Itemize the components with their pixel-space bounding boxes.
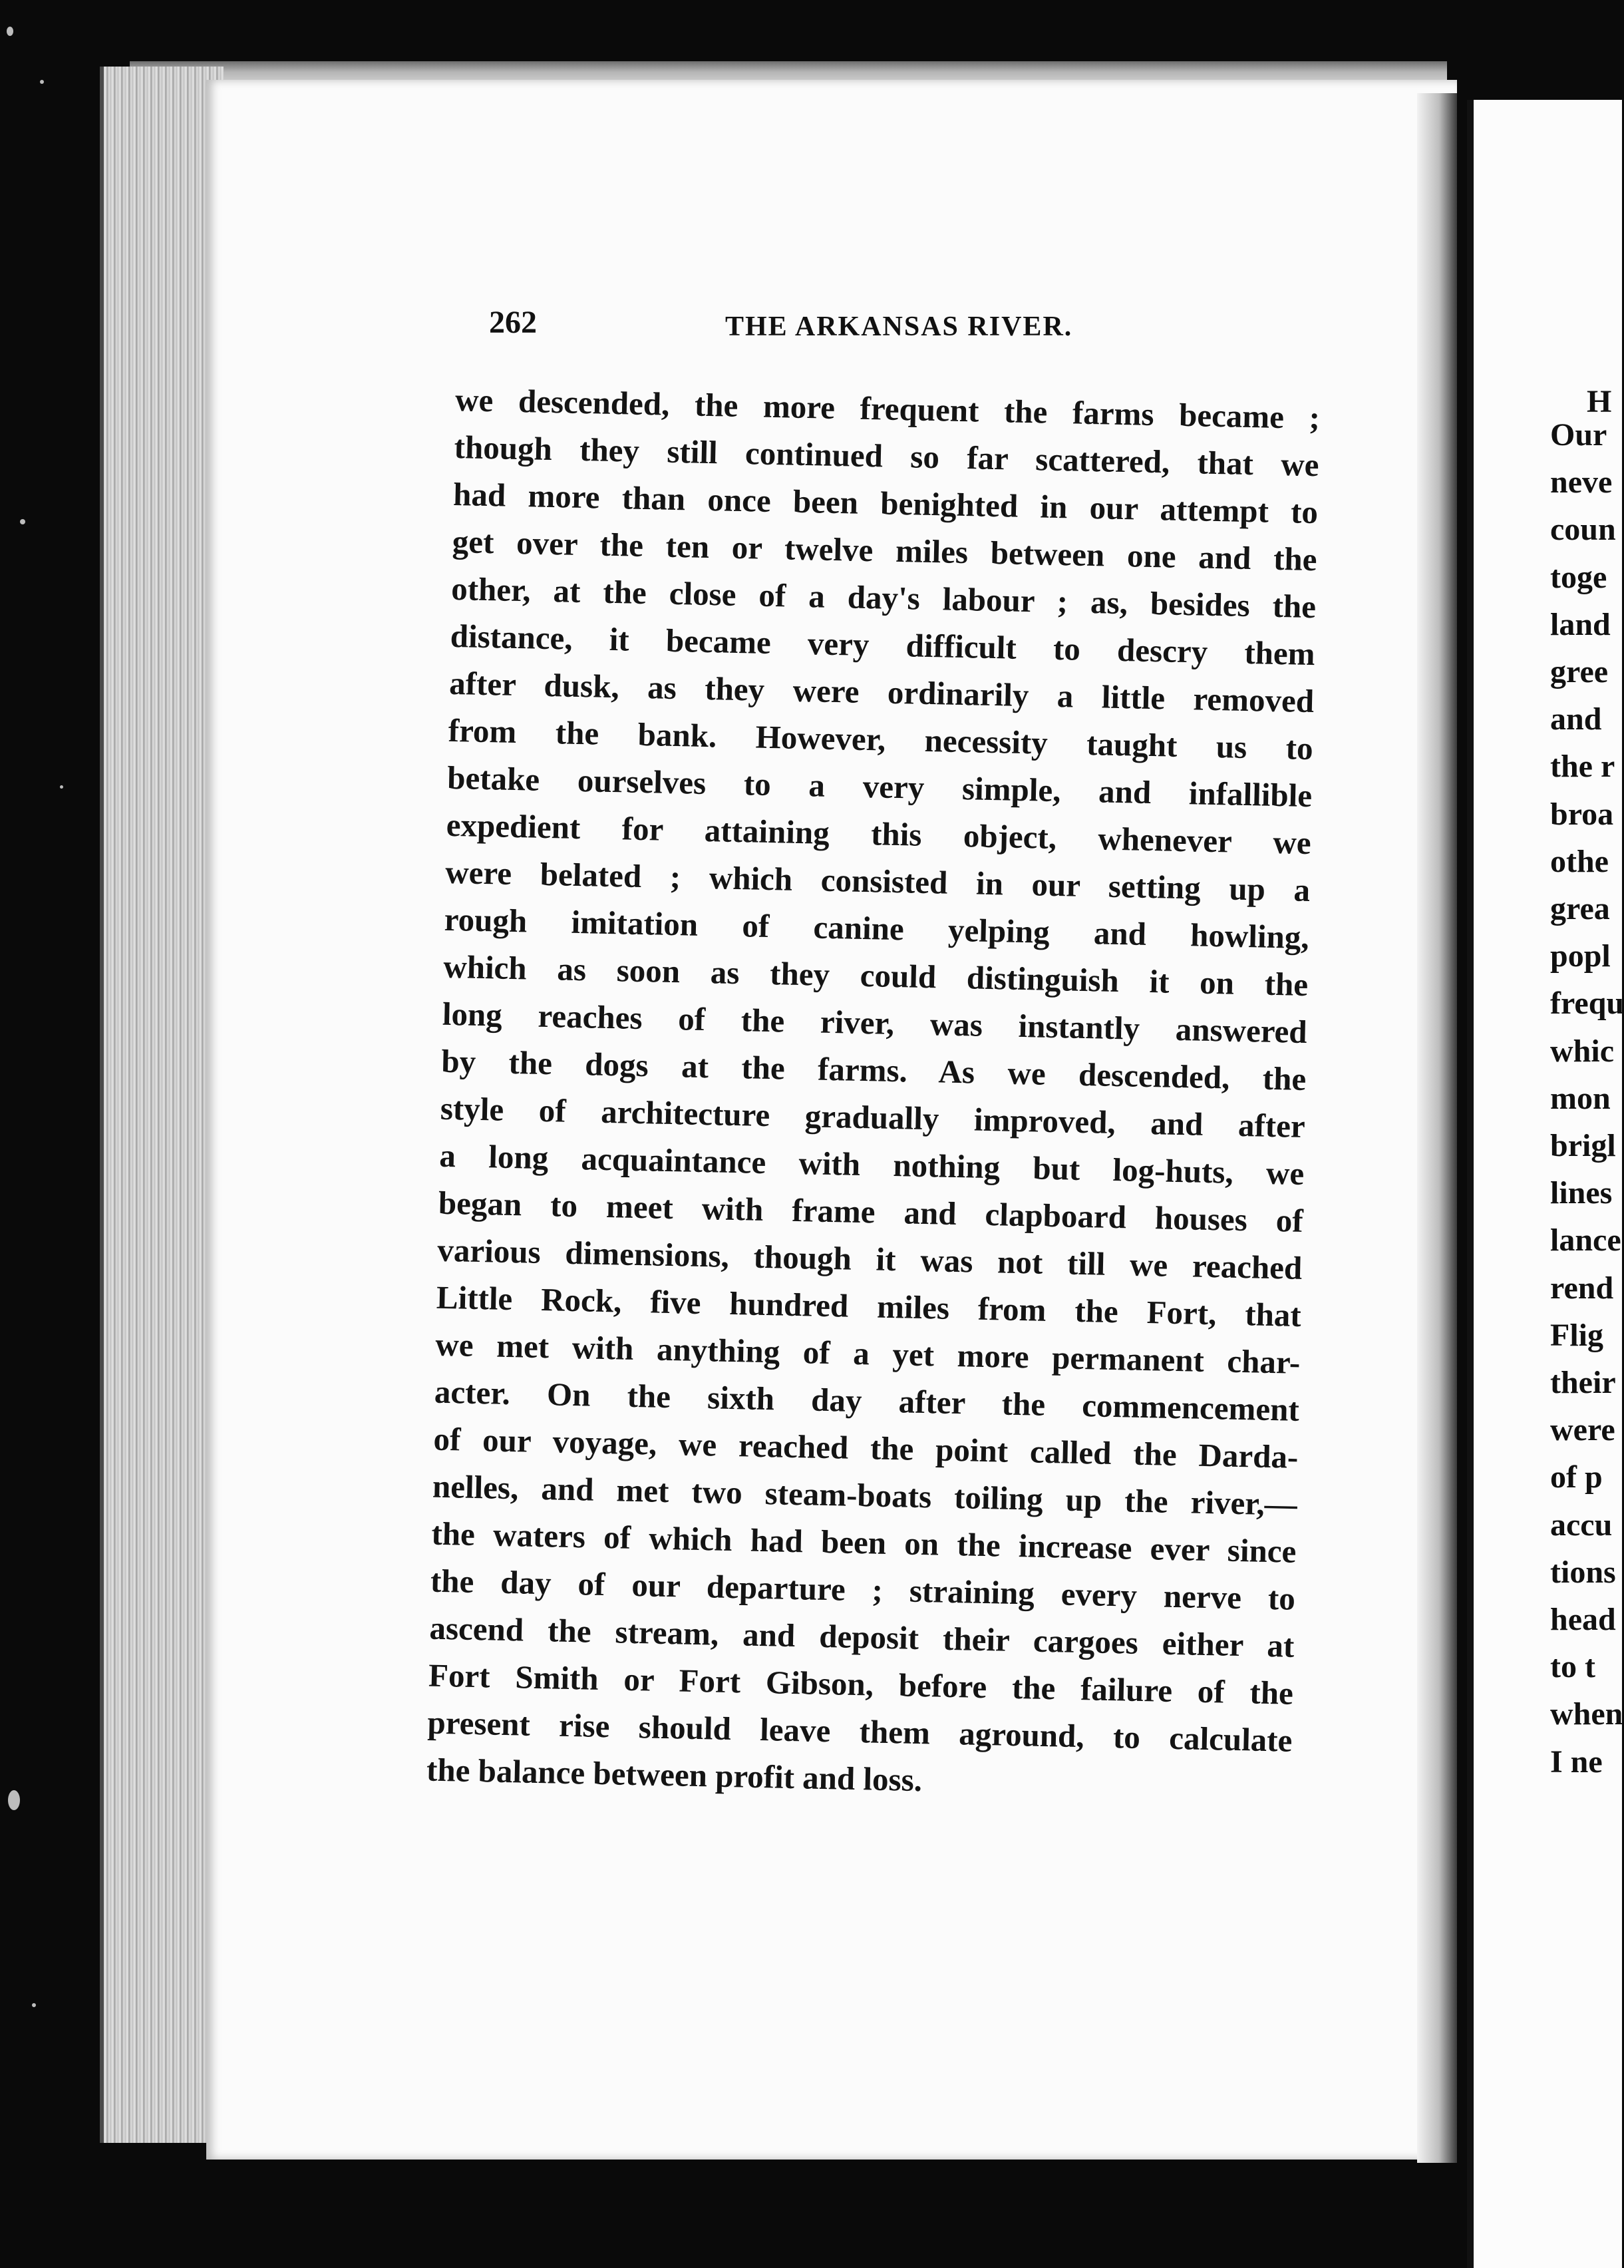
text-line: long reaches of the river, was instantly answered	[442, 995, 1308, 1051]
right-page-line-fragment: broa	[1550, 796, 1614, 832]
text-line: betake ourselves to a very simple, and infallible	[446, 759, 1313, 815]
scan-speck	[20, 519, 25, 524]
right-page-line-fragment: whic	[1550, 1033, 1614, 1069]
right-page-line-fragment: neve	[1550, 465, 1613, 500]
running-head-title: THE ARKANSAS RIVER.	[725, 311, 1073, 342]
right-page-line-fragment: brigl	[1550, 1128, 1616, 1163]
right-page-line-fragment: to t	[1550, 1649, 1595, 1685]
text-line: other, at the close of a day's labour ; as, besides the	[450, 570, 1317, 626]
text-line: of our voyage, we reached the point called the Darda-	[432, 1420, 1299, 1475]
text-line: we met with anything of a yet more permanent char-	[434, 1326, 1301, 1381]
text-line: by the dogs at the farms. As we descended, the	[440, 1042, 1307, 1097]
book-gutter	[1417, 93, 1457, 2163]
right-page-line-fragment: rend	[1550, 1270, 1614, 1306]
right-page-line-fragment: Flig	[1550, 1317, 1603, 1353]
page-number: 262	[489, 305, 537, 340]
text-line: Fort Smith or Fort Gibson, before the failure of the	[428, 1656, 1294, 1712]
text-line: though they still continued so far scattered, that we	[454, 428, 1320, 484]
scan-speck	[40, 80, 44, 84]
right-page-line-fragment: H	[1587, 384, 1612, 419]
right-page-line-fragment: when	[1550, 1696, 1623, 1732]
text-line: get over the ten or twelve miles between one and the	[452, 522, 1318, 578]
text-line: were belated ; which consisted in our setting up a	[444, 853, 1311, 909]
right-page-line-fragment: accu	[1550, 1507, 1613, 1543]
running-head	[489, 296, 1440, 343]
right-page-line-fragment: gree	[1550, 654, 1609, 689]
right-page-line-fragment: were	[1550, 1412, 1615, 1448]
right-page-line-fragment: the r	[1550, 749, 1615, 785]
page-stack-edges	[100, 67, 224, 2143]
text-line: had more than once been benighted in our attempt to	[452, 475, 1319, 531]
text-line: nelles, and met two steam-boats toiling up the river,—	[432, 1467, 1298, 1523]
text-line: style of architecture gradually improved, and after	[440, 1089, 1306, 1145]
right-page-line-fragment: Our	[1550, 417, 1607, 453]
right-page-line-fragment: land	[1550, 606, 1611, 642]
text-line: the balance between profit and loss.	[426, 1751, 923, 1799]
text-line: acter. On the sixth day after the commencement	[434, 1373, 1300, 1428]
text-line: a long acquaintance with nothing but log-huts, we	[438, 1137, 1305, 1192]
text-line: we descended, the more frequent the farms became ;	[454, 381, 1321, 437]
text-line: expedient for attaining this object, whenever we	[446, 806, 1312, 862]
right-page-line-fragment: and	[1550, 701, 1602, 737]
right-page-line-fragment: coun	[1550, 512, 1616, 548]
right-page-line-fragment: lance	[1550, 1223, 1621, 1258]
right-page-line-fragment: head	[1550, 1602, 1616, 1637]
scan-speck	[8, 1790, 20, 1810]
right-page-line-fragment: of p	[1550, 1459, 1603, 1495]
right-page-line-fragment: grea	[1550, 891, 1610, 926]
right-page-line-fragment: I ne	[1550, 1744, 1603, 1780]
scan-speck	[7, 27, 13, 36]
text-line: various dimensions, though it was not till we reached	[436, 1231, 1303, 1286]
right-page-line-fragment: tions	[1550, 1554, 1616, 1590]
text-line: ascend the stream, and deposit their cargoes either at	[429, 1609, 1295, 1664]
text-line: began to meet with frame and clapboard houses of	[438, 1184, 1304, 1239]
scan-speck	[32, 2003, 36, 2007]
right-page-line-fragment: toge	[1550, 559, 1607, 595]
right-page-line-fragment: frequ	[1550, 986, 1624, 1022]
right-page-line-fragment: mon	[1550, 1080, 1611, 1116]
text-line: rough imitation of canine yelping and howling,	[444, 900, 1310, 956]
scan-speck	[60, 785, 63, 789]
text-line: after dusk, as they were ordinarily a little removed	[448, 664, 1315, 720]
right-page-line-fragment: lines	[1550, 1175, 1613, 1211]
text-line: present rise should leave them aground, to calculate	[427, 1704, 1293, 1759]
text-line: Little Rock, five hundred miles from the Fort, that	[436, 1278, 1302, 1334]
text-line: from the bank. However, necessity taught us to	[448, 711, 1314, 767]
right-page-line-fragment: their	[1550, 1365, 1616, 1400]
text-line: distance, it became very difficult to descry them	[450, 617, 1316, 673]
text-line: the waters of which had been on the increase ever since	[430, 1515, 1297, 1570]
text-line: the day of our departure ; straining every nerve to	[430, 1562, 1296, 1617]
right-page-line-fragment: popl	[1550, 938, 1611, 974]
page-body-text	[426, 376, 1320, 1811]
right-page-line-fragment: othe	[1550, 843, 1609, 879]
text-line: which as soon as they could distinguish it on the	[442, 948, 1309, 1004]
